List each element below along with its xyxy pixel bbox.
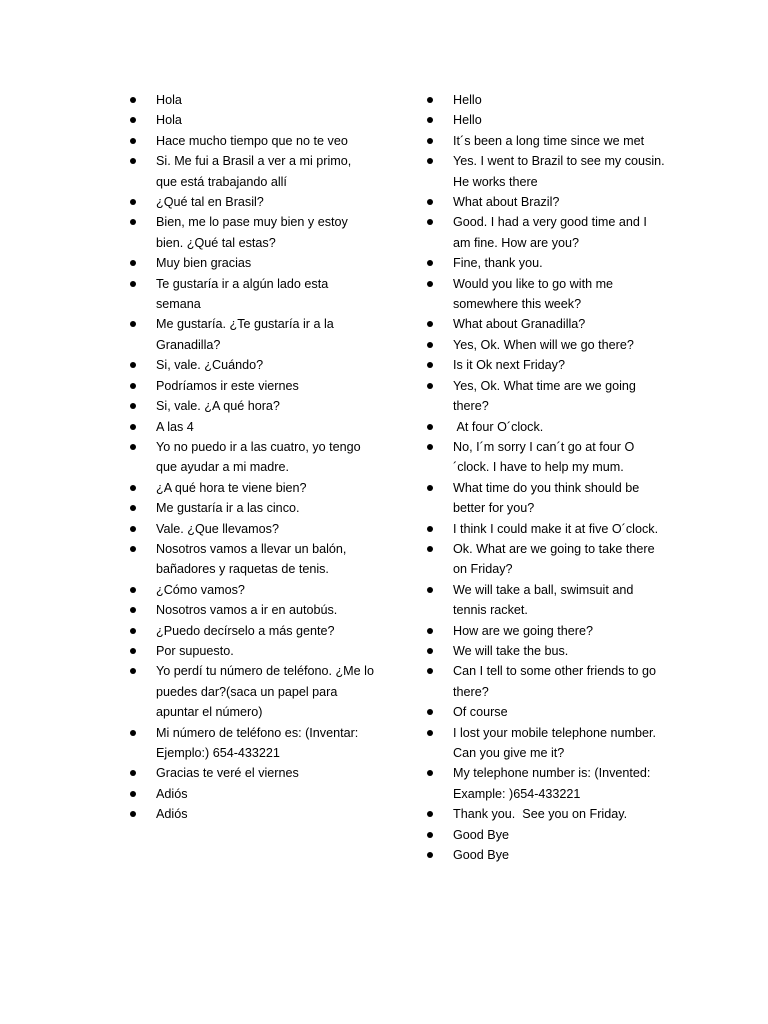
english-line (427, 253, 667, 273)
english-line-text: Can I tell to some other friends to go there? (453, 664, 660, 699)
english-line (427, 763, 667, 804)
spanish-line (130, 314, 375, 355)
bullet-icon (130, 219, 136, 225)
english-line (427, 417, 667, 437)
english-line (427, 151, 667, 192)
english-line-text: What about Granadilla? (453, 317, 586, 332)
bullet-icon (130, 362, 136, 368)
spanish-line (130, 519, 375, 539)
english-line-text: Yes. I went to Brazil to see my cousin. He works there (453, 154, 669, 189)
spanish-line (130, 437, 375, 478)
spanish-line (130, 131, 375, 151)
spanish-line-text: Si, vale. ¿A qué hora? (156, 399, 280, 414)
spanish-line (130, 580, 375, 600)
english-line (427, 804, 667, 824)
english-line (427, 376, 667, 417)
bullet-icon (427, 281, 433, 287)
english-line (427, 702, 667, 722)
bullet-icon (427, 117, 433, 123)
english-line (427, 845, 667, 865)
english-line (427, 335, 667, 355)
spanish-line-text: Podríamos ir este viernes (156, 378, 299, 393)
spanish-line (130, 784, 375, 804)
english-line-text: Of course (453, 705, 508, 720)
spanish-line-text: A las 4 (156, 419, 194, 434)
bullet-icon (427, 158, 433, 164)
english-line (427, 355, 667, 375)
bullet-icon (130, 383, 136, 389)
english-line-text: Good Bye (453, 827, 510, 842)
spanish-line-text: Mi número de teléfono es: (Inventar: Ejemplo:) 654-433221 (156, 725, 362, 760)
bullet-icon (130, 117, 136, 123)
spanish-line-text: ¿Cómo vamos? (156, 582, 245, 597)
english-line-text: I think I could make it at five O´clock. (453, 521, 659, 536)
english-line (427, 478, 667, 519)
bullet-icon (130, 607, 136, 613)
english-line-text: It´s been a long time since we met (453, 133, 645, 148)
bullet-icon (130, 444, 136, 450)
english-line-text: I lost your mobile telephone number. Can you give me it? (453, 725, 660, 760)
bullet-icon (130, 811, 136, 817)
english-line-text: No, I´m sorry I can´t go at four O´clock. I have to help my mum. (453, 439, 635, 475)
bullet-icon (427, 770, 433, 776)
bullet-icon (130, 424, 136, 430)
bullet-icon (130, 526, 136, 532)
spanish-line-text: Nosotros vamos a ir en autobús. (156, 603, 338, 618)
spanish-line (130, 355, 375, 375)
bullet-icon (130, 321, 136, 327)
bullet-icon (427, 485, 433, 491)
spanish-line-text: Yo no puedo ir a las cuatro, yo tengo que ayudar a mi madre. (156, 439, 365, 475)
bullet-icon (427, 832, 433, 838)
spanish-line-text: Por supuesto. (156, 643, 234, 658)
bullet-icon (427, 138, 433, 144)
bullet-icon (427, 648, 433, 654)
english-line-text: Hello (453, 93, 482, 107)
bullet-icon (427, 362, 433, 368)
bullet-icon (130, 546, 136, 552)
english-line (427, 110, 667, 130)
bullet-icon (427, 260, 433, 266)
spanish-line (130, 498, 375, 518)
english-line (427, 641, 667, 661)
spanish-line (130, 478, 375, 498)
english-line-text: Hello (453, 113, 482, 128)
spanish-line (130, 417, 375, 437)
spanish-line-text: Hola (156, 113, 182, 128)
english-dialogue-list (427, 90, 667, 865)
bullet-icon (130, 791, 136, 797)
bullet-icon (427, 709, 433, 715)
bullet-icon (427, 97, 433, 103)
english-line-text: What about Brazil? (453, 195, 560, 210)
bullet-icon (130, 770, 136, 776)
english-line (427, 580, 667, 621)
spanish-line-text: ¿A qué hora te viene bien? (156, 480, 307, 495)
english-line-text: Fine, thank you. (453, 256, 543, 271)
bullet-icon (130, 138, 136, 144)
bullet-icon (130, 158, 136, 164)
english-line (427, 314, 667, 334)
bullet-icon (427, 587, 433, 593)
bullet-icon (130, 97, 136, 103)
english-line-text: We will take a ball, swimsuit and tennis racket. (453, 582, 637, 618)
english-line (427, 274, 667, 315)
english-line (427, 539, 667, 580)
bullet-icon (427, 526, 433, 532)
bullet-icon (130, 730, 136, 736)
spanish-line (130, 539, 375, 580)
spanish-line-text: Hola (156, 93, 182, 107)
bullet-icon (130, 648, 136, 654)
english-line-text: Would you like to go with me somewhere this week? (453, 276, 617, 312)
bullet-icon (130, 505, 136, 511)
spanish-line (130, 253, 375, 273)
spanish-dialogue-list (130, 90, 378, 825)
english-line (427, 192, 667, 212)
english-line (427, 723, 667, 764)
spanish-line (130, 661, 378, 722)
english-line (427, 825, 667, 845)
spanish-line (130, 274, 375, 315)
spanish-line-text: Si. Me fui a Brasil a ver a mi primo, que está trabajando allí (156, 154, 355, 189)
spanish-line (130, 600, 375, 620)
english-line (427, 90, 667, 110)
bullet-icon (130, 199, 136, 205)
spanish-line-text: Gracias te veré el viernes (156, 766, 299, 781)
bullet-icon (427, 424, 433, 430)
english-line (427, 519, 667, 539)
spanish-line-text: Adiós (156, 786, 188, 801)
bullet-icon (130, 668, 136, 674)
english-line-text: Ok. What are we going to take there on Friday? (453, 541, 659, 577)
english-line-text: Yes, Ok. What time are we going there? (453, 378, 640, 414)
spanish-line-text: Hace mucho tiempo que no te veo (156, 133, 348, 148)
english-line-text: My telephone number is: (Invented: Example: )654-433221 (453, 766, 654, 801)
bullet-icon (427, 199, 433, 205)
spanish-line (130, 641, 375, 661)
spanish-line (130, 151, 375, 192)
bullet-icon (427, 628, 433, 634)
bullet-icon (130, 260, 136, 266)
english-line-text: We will take the bus. (453, 643, 569, 658)
english-line-text: At four O´clock. (453, 419, 544, 434)
bullet-icon (427, 444, 433, 450)
spanish-line (130, 212, 375, 253)
bullet-icon (427, 730, 433, 736)
spanish-line-text: ¿Qué tal en Brasil? (156, 195, 264, 210)
spanish-line-text: Bien, me lo pase muy bien y estoy bien. ¿Qué tal estas? (156, 215, 352, 250)
english-line-text: How are we going there? (453, 623, 594, 638)
bullet-icon (130, 281, 136, 287)
english-line-text: What time do you think should be better for you? (453, 480, 643, 516)
bullet-icon (427, 668, 433, 674)
bullet-icon (427, 219, 433, 225)
bullet-icon (130, 403, 136, 409)
spanish-line (130, 396, 375, 416)
bullet-icon (427, 321, 433, 327)
bullet-icon (130, 485, 136, 491)
bullet-icon (427, 546, 433, 552)
english-line (427, 661, 667, 702)
english-line (427, 621, 667, 641)
spanish-line-text: Adiós (156, 807, 188, 822)
spanish-line (130, 763, 375, 783)
english-line-text: Yes, Ok. When will we go there? (453, 337, 634, 352)
english-line-text: Is it Ok next Friday? (453, 358, 565, 373)
spanish-line-text: Te gustaría ir a algún lado esta semana (156, 276, 332, 312)
english-line-text: Good. I had a very good time and I am fine. How are you? (453, 215, 651, 250)
bullet-icon (130, 628, 136, 634)
spanish-line-text: Muy bien gracias (156, 256, 252, 271)
spanish-line-text: Vale. ¿Que llevamos? (156, 521, 279, 536)
bullet-icon (130, 587, 136, 593)
spanish-line (130, 621, 375, 641)
spanish-line (130, 376, 375, 396)
bullet-icon (427, 811, 433, 817)
spanish-line-text: Si, vale. ¿Cuándo? (156, 358, 264, 373)
spanish-line-text: Nosotros vamos a llevar un balón, bañadores y raquetas de tenis. (156, 541, 350, 577)
spanish-line (130, 804, 375, 824)
english-line (427, 212, 667, 253)
spanish-line (130, 723, 375, 764)
english-line-text: Good Bye (453, 848, 510, 863)
english-line (427, 131, 667, 151)
english-line-text: Thank you. See you on Friday. (453, 807, 628, 822)
spanish-line (130, 90, 375, 110)
spanish-line (130, 110, 375, 130)
spanish-line-text: Me gustaría. ¿Te gustaría ir a la Granadilla? (156, 317, 338, 352)
spanish-line-text: Me gustaría ir a las cinco. (156, 501, 300, 516)
bullet-icon (427, 383, 433, 389)
english-line (427, 437, 667, 478)
bullet-icon (427, 342, 433, 348)
spanish-line (130, 192, 375, 212)
spanish-line-text: ¿Puedo decírselo a más gente? (156, 623, 335, 638)
bullet-icon (427, 852, 433, 858)
spanish-line-text: Yo perdí tu número de teléfono. ¿Me lo puedes dar?(saca un papel para apuntar el número) (156, 664, 378, 720)
